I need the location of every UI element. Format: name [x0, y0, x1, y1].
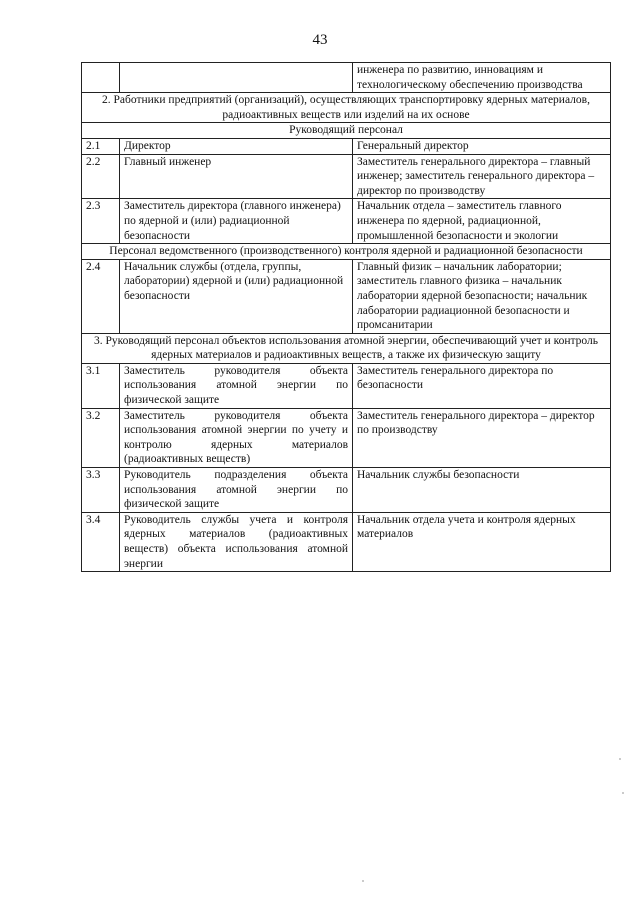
scan-speck [362, 880, 364, 882]
scan-speck [619, 758, 621, 760]
table-row [82, 408, 611, 467]
equivalent-cell: Начальник службы безопасности [353, 468, 611, 513]
equivalent-cell: Главный физик – начальник лаборатории; заместитель главного физика – начальник лаборатории ядерной безопасности; начальник лаборатории радиационной безопасности и промсанитарии [353, 259, 611, 333]
table-row [82, 363, 611, 408]
row-number: 2.1 [82, 138, 120, 154]
position-cell: Руководитель подразделения объекта использования атомной энергии по физической защите [120, 468, 353, 513]
row-number [82, 63, 120, 93]
position-cell [120, 63, 353, 93]
row-number: 3.4 [82, 512, 120, 571]
position-cell: Руководитель службы учета и контроля ядерных материалов (радиоактивных веществ) объекта использования атомной энергии [120, 512, 353, 571]
table-row [82, 259, 611, 333]
subheader-leaders: Руководящий персонал [82, 123, 611, 139]
table-row [82, 154, 611, 199]
row-number: 3.1 [82, 363, 120, 408]
equivalent-cell: Заместитель генерального директора – главный инженер; заместитель генерального директора – директор по производству [353, 154, 611, 199]
subheader-control: Персонал ведомственного (производственного) контроля ядерной и радиационной безопасности [82, 244, 611, 260]
positions-table [81, 62, 611, 572]
table-row [82, 468, 611, 513]
row-number: 3.3 [82, 468, 120, 513]
row-number: 2.3 [82, 199, 120, 244]
position-cell: Заместитель директора (главного инженера) по ядерной и (или) радиационной безопасности [120, 199, 353, 244]
equivalent-cell: Начальник отдела учета и контроля ядерных материалов [353, 512, 611, 571]
equivalent-cell: Заместитель генерального директора – директор по производству [353, 408, 611, 467]
equivalent-cell: инженера по развитию, инновациям и технологическому обеспечению производства [353, 63, 611, 93]
page-number: 43 [312, 32, 328, 48]
table-row [82, 63, 611, 93]
row-number: 3.2 [82, 408, 120, 467]
section-header-row [82, 93, 611, 123]
table-row [82, 512, 611, 571]
equivalent-cell: Начальник отдела – заместитель главного инженера по ядерной, радиационной, промышленной безопасности и экологии [353, 199, 611, 244]
equivalent-cell: Заместитель генерального директора по безопасности [353, 363, 611, 408]
subheader-row [82, 123, 611, 139]
position-cell: Директор [120, 138, 353, 154]
position-cell: Заместитель руководителя объекта использования атомной энергии по физической защите [120, 363, 353, 408]
row-number: 2.2 [82, 154, 120, 199]
row-number: 2.4 [82, 259, 120, 333]
position-cell: Начальник службы (отдела, группы, лаборатории) ядерной и (или) радиационной безопасности [120, 259, 353, 333]
position-cell: Главный инженер [120, 154, 353, 199]
section-3-title: 3. Руководящий персонал объектов использования атомной энергии, обеспечивающий учет и контроль ядерных материалов и радиоактивных веществ, а также их физическую защиту [82, 333, 611, 363]
subheader-row [82, 244, 611, 260]
table-row [82, 199, 611, 244]
section-header-row [82, 333, 611, 363]
position-cell: Заместитель руководителя объекта использования атомной энергии по учету и контролю ядерных материалов (радиоактивных веществ) [120, 408, 353, 467]
section-2-title: 2. Работники предприятий (организаций), осуществляющих транспортировку ядерных материалов, радиоактивных веществ или изделий на их основе [82, 93, 611, 123]
scan-speck [622, 792, 624, 794]
table-row [82, 138, 611, 154]
equivalent-cell: Генеральный директор [353, 138, 611, 154]
